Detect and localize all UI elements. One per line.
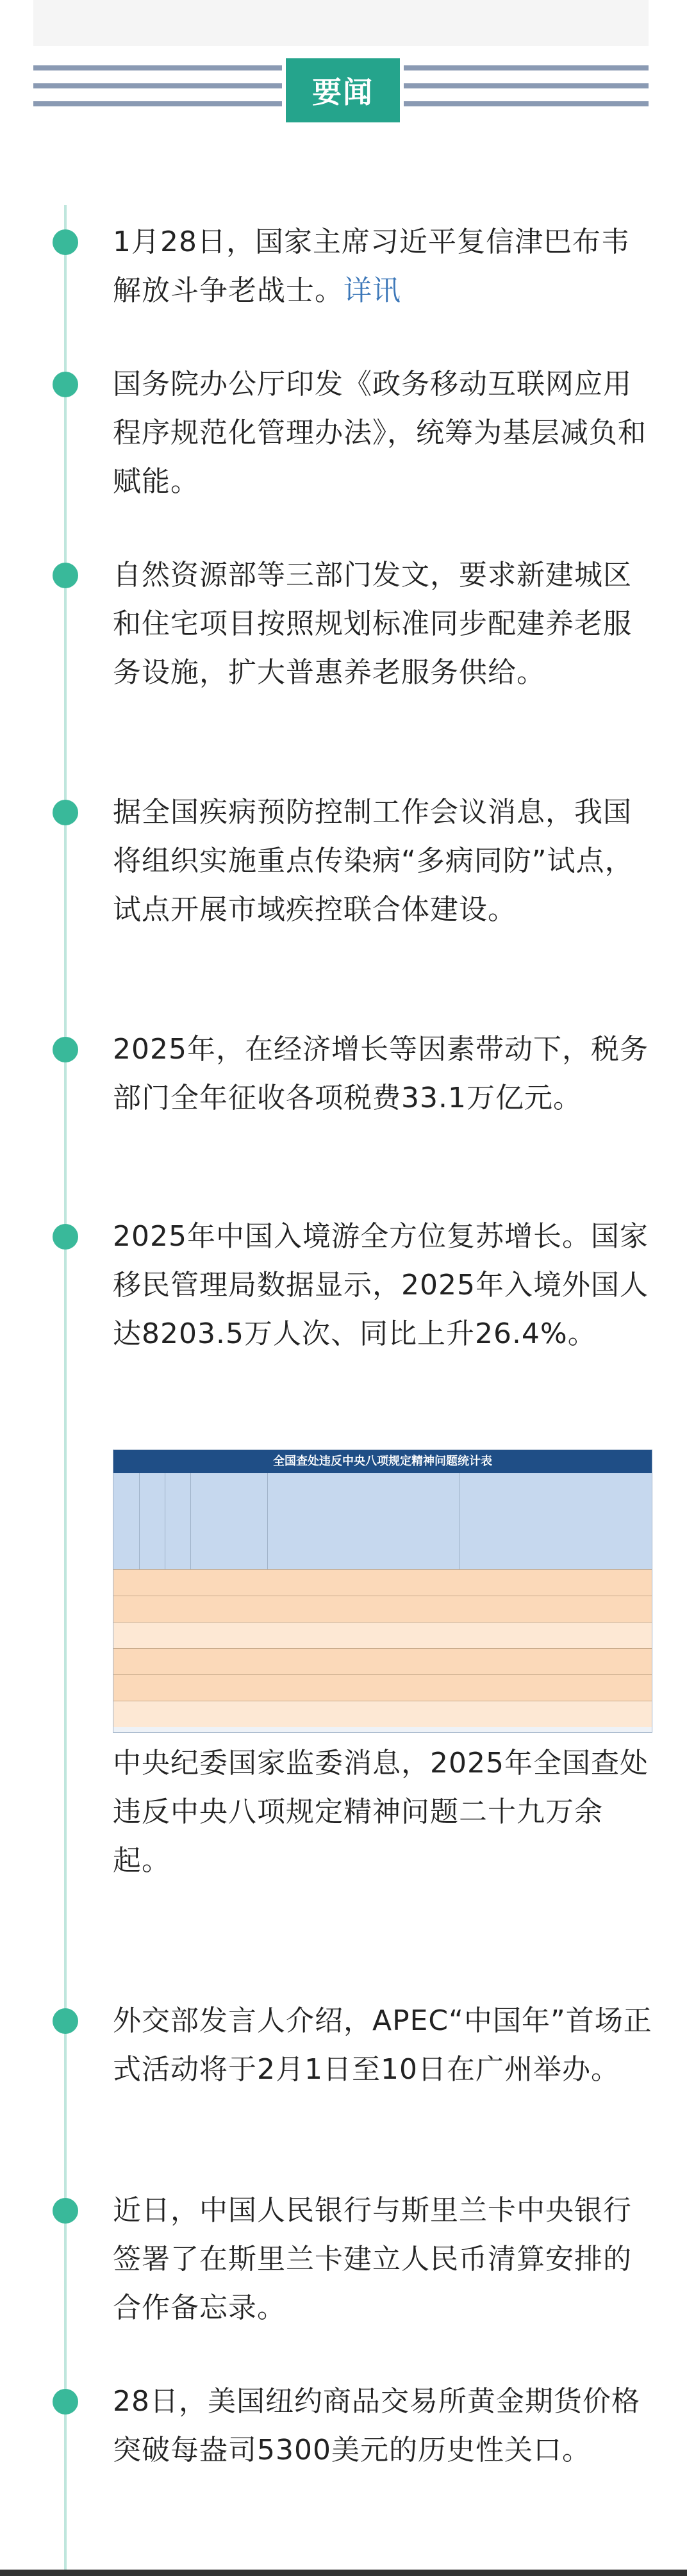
statistics-table-image bbox=[113, 1449, 652, 1733]
table-header bbox=[113, 1473, 652, 1569]
table-row bbox=[113, 1569, 652, 1596]
news-item-2: 国务院办公厅印发《政务移动互联网应用程序规范化管理办法》，统筹为基层减负和赋能。 bbox=[113, 368, 647, 498]
table-row bbox=[113, 1674, 652, 1701]
timeline-dot bbox=[53, 800, 78, 825]
header-cell bbox=[165, 1473, 191, 1569]
timeline-dot bbox=[53, 372, 78, 397]
header-cell bbox=[190, 1473, 268, 1569]
news-item-1 bbox=[113, 218, 652, 315]
timeline-dot bbox=[53, 2198, 78, 2224]
news-item-10: 28日，美国纽约商品交易所黄金期货价格突破每盎司5300美元的历史性关口。 bbox=[113, 2385, 640, 2466]
timeline-dot bbox=[53, 2389, 78, 2415]
table-note bbox=[113, 1727, 652, 1733]
header-cell bbox=[267, 1473, 460, 1569]
table-row bbox=[113, 1701, 652, 1727]
timeline-dot bbox=[53, 563, 78, 588]
table-row bbox=[113, 1622, 652, 1648]
news-item-5: 2025年，在经济增长等因素带动下，税务部门全年征收各项税费33.1万亿元。 bbox=[113, 1033, 649, 1114]
news-item-3: 自然资源部等三部门发文，要求新建城区和住宅项目按照规划标准同步配建养老服务设施，扩大普惠养老服务供给。 bbox=[113, 559, 632, 689]
news-item-7: 中央纪委国家监委消息，2025年全国查处违反中央八项规定精神问题二十九万余起。 bbox=[113, 1747, 649, 1877]
table-row bbox=[113, 1648, 652, 1674]
table-row bbox=[113, 1596, 652, 1622]
news-item-8: 外交部发言人介绍，APEC“中国年”首场正式活动将于2月1日至10日在广州举办。 bbox=[113, 2004, 652, 2086]
section-title-badge: 要闻 bbox=[282, 54, 404, 126]
detail-link[interactable]: 详讯 bbox=[344, 274, 401, 307]
news-item-6: 2025年中国入境游全方位复苏增长。国家移民管理局数据显示，2025年入境外国人达8203.5万人次、同比上升26.4%。 bbox=[113, 1220, 649, 1350]
previous-section-card bbox=[33, 0, 649, 46]
bottom-divider bbox=[0, 2570, 687, 2576]
news-text: 1月28日，国家主席习近平复信津巴布韦解放斗争老战士。 bbox=[113, 226, 630, 307]
header-cell bbox=[139, 1473, 165, 1569]
header-cell bbox=[459, 1473, 652, 1569]
timeline-dot bbox=[53, 1037, 78, 1062]
timeline-dot bbox=[53, 1224, 78, 1250]
table-title: 全国查处违反中央八项规定精神问题统计表 bbox=[113, 1450, 652, 1473]
timeline-dot bbox=[53, 229, 78, 255]
timeline-dot bbox=[53, 2008, 78, 2034]
header-cell bbox=[113, 1473, 140, 1569]
news-item-4: 据全国疾病预防控制工作会议消息，我国将组织实施重点传染病“多病同防”试点，试点开展市域疾控联合体建设。 bbox=[113, 796, 634, 926]
news-item-9: 近日，中国人民银行与斯里兰卡中央银行签署了在斯里兰卡建立人民币清算安排的合作备忘录。 bbox=[113, 2194, 632, 2324]
